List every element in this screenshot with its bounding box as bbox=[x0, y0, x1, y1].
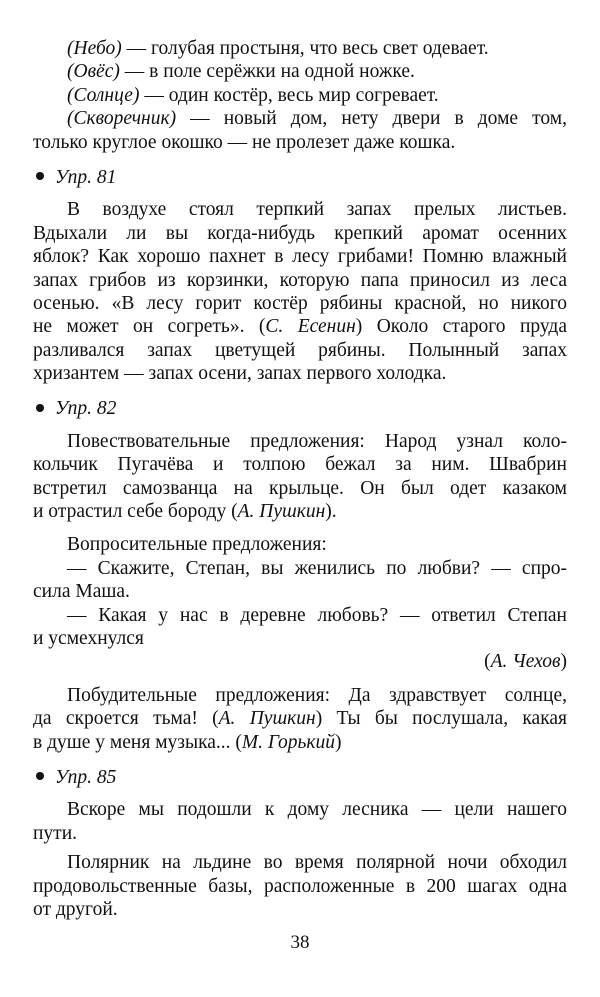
exercise-82-text bbox=[33, 430, 567, 754]
text-line: — Какая у нас в деревне любовь? — ответил Степан bbox=[67, 604, 567, 626]
text-line: в душе у меня музыка... (М. Горький) bbox=[33, 731, 342, 753]
text-line: продовольственные базы, расположенные в 200 шагах одна bbox=[33, 875, 567, 897]
text-line: разливался запах цветущей рябины. Полынный запах bbox=[33, 339, 567, 361]
text-line: от другой. bbox=[33, 898, 118, 920]
riddle-line: (Овёс) — в поле серёжки на одной ножке. bbox=[67, 61, 415, 83]
text-line: В воздухе стоял терпкий запах прелых листьев. bbox=[67, 199, 567, 221]
text-line: не может он согреть». (С. Есенин) Около старого пруда bbox=[33, 316, 567, 338]
page-body bbox=[33, 37, 567, 921]
text-line: Полярник на льдине во время полярной ночи обходил bbox=[67, 852, 567, 874]
bullet-icon bbox=[36, 772, 44, 780]
text-line: и усмехнулся bbox=[33, 627, 144, 649]
riddles-block bbox=[33, 37, 567, 154]
paragraph-gap bbox=[33, 523, 567, 533]
bullet-icon bbox=[36, 404, 44, 412]
text-line: осенью. «В лесу горит костёр рябины красной, но никого bbox=[33, 292, 567, 314]
quote-source: (А. Чехов) bbox=[484, 651, 567, 673]
bullet-icon bbox=[36, 172, 44, 180]
exercise-81-text bbox=[33, 198, 567, 385]
text-line: Побудительные предложения: Да здравствует солнце, bbox=[67, 684, 567, 706]
text-line: яблок? Как хорошо пахнет в лесу грибами! Помню влажный bbox=[33, 246, 567, 268]
text-line: пути. bbox=[33, 822, 78, 844]
text-line: встретил самозванца на крыльце. Он был одет казаком bbox=[33, 477, 567, 499]
text-line: кольчик Пугачёва и толпою бежал за ним. Швабрин bbox=[33, 454, 567, 476]
text-line: Вскоре мы подошли к дому лесника — цели нашего bbox=[67, 799, 567, 821]
page-number: 38 bbox=[290, 932, 310, 953]
text-line: Вдыхали ли вы когда-нибудь крепкий аромат осенних bbox=[33, 222, 567, 244]
text-line: Повествовательные предложения: Народ узнал коло- bbox=[67, 430, 567, 452]
text-line: Вопросительные предложения: bbox=[67, 534, 327, 556]
text-line: сила Маша. bbox=[33, 581, 130, 603]
riddle-line: (Небо) — голубая простыня, что весь свет одевает. bbox=[67, 38, 489, 59]
paragraph-gap bbox=[33, 674, 567, 684]
exercise-82-heading: Упр. 82 bbox=[33, 397, 567, 420]
text-line: хризантем — запах осени, запах первого холодка. bbox=[33, 363, 447, 385]
text-line: да скроется тьма! (А. Пушкин) Ты бы послушала, какая bbox=[33, 708, 567, 730]
riddle-line: (Скворечник) — новый дом, нету двери в доме том, bbox=[67, 108, 567, 130]
exercise-81-heading: Упр. 81 bbox=[33, 166, 567, 189]
text-line: — Скажите, Степан, вы женились по любви? — спро- bbox=[67, 557, 567, 579]
riddle-line: только круглое окошко — не пролезет даже кошка. bbox=[33, 131, 456, 153]
text-line: запах грибов из корзинки, которую папа приносил из леса bbox=[33, 269, 567, 291]
riddle-line: (Солнце) — один костёр, весь мир согревает. bbox=[67, 84, 439, 106]
exercise-85-heading: Упр. 85 bbox=[33, 766, 567, 789]
exercise-85-text bbox=[33, 798, 567, 921]
text-line: и отрастил себе бороду (А. Пушкин). bbox=[33, 501, 337, 523]
